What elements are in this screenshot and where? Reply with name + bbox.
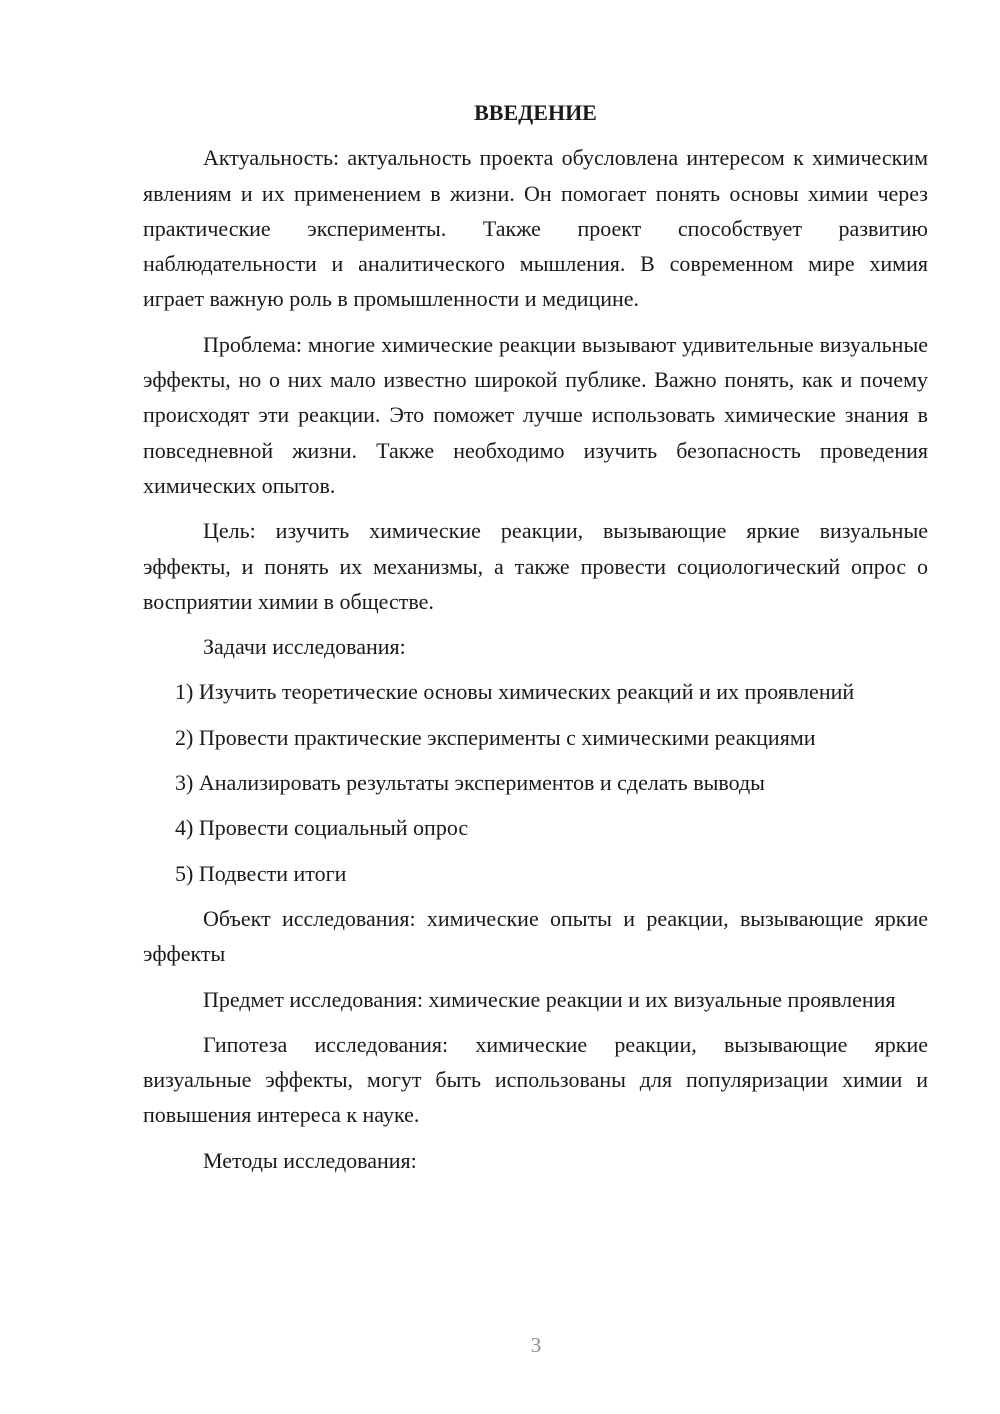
page-number: 3: [530, 1333, 542, 1357]
paragraph-hypothesis: Гипотеза исследования: химические реакции, вызывающие яркие визуальные эффекты, могут быть использованы для популяризации химии и повышения интереса к науке.: [143, 1031, 928, 1128]
section-title: ВВЕДЕНИЕ: [474, 100, 597, 125]
task-item-2: 2) Провести практические эксперименты с химическими реакциями: [175, 724, 816, 750]
paragraph-relevance: Актуальность: актуальность проекта обусловлена интересом к химическим явлениям и их применением в жизни. Он помогает понять основы химии через практические эксперименты. Также проект способствует развитию наблюдательности и аналитического мышления. В современном мире химия играет важную роль в промышленности и медицине.: [143, 145, 928, 312]
task-item-4: 4) Провести социальный опрос: [175, 815, 469, 841]
paragraph-problem: Проблема: многие химические реакции вызывают удивительные визуальные эффекты, но о них мало известно широкой публике. Важно понять, как и почему происходят эти реакции. Это поможет лучше использовать химические знания в повседневной жизни. Также необходимо изучить безопасность проведения химических опытов.: [143, 331, 928, 498]
paragraph-goal: Цель: изучить химические реакции, вызывающие яркие визуальные эффекты, и понять их механизмы, а также провести социологический опрос о восприятии химии в обществе.: [143, 518, 928, 614]
task-item-5: 5) Подвести итоги: [175, 860, 347, 886]
paragraph-methods: Методы исследования:: [203, 1147, 417, 1173]
task-item-3: 3) Анализировать результаты экспериментов и сделать выводы: [175, 770, 765, 796]
page-body: [143, 95, 928, 1188]
paragraph-tasks-heading: Задачи исследования:: [203, 634, 406, 660]
task-item-1: 1) Изучить теоретические основы химических реакций и их проявлений: [175, 679, 855, 705]
paragraph-subject: Предмет исследования: химические реакции и их визуальные проявления: [203, 986, 896, 1012]
paragraph-object: Объект исследования: химические опыты и реакции, вызывающие яркие эффекты: [143, 905, 928, 967]
